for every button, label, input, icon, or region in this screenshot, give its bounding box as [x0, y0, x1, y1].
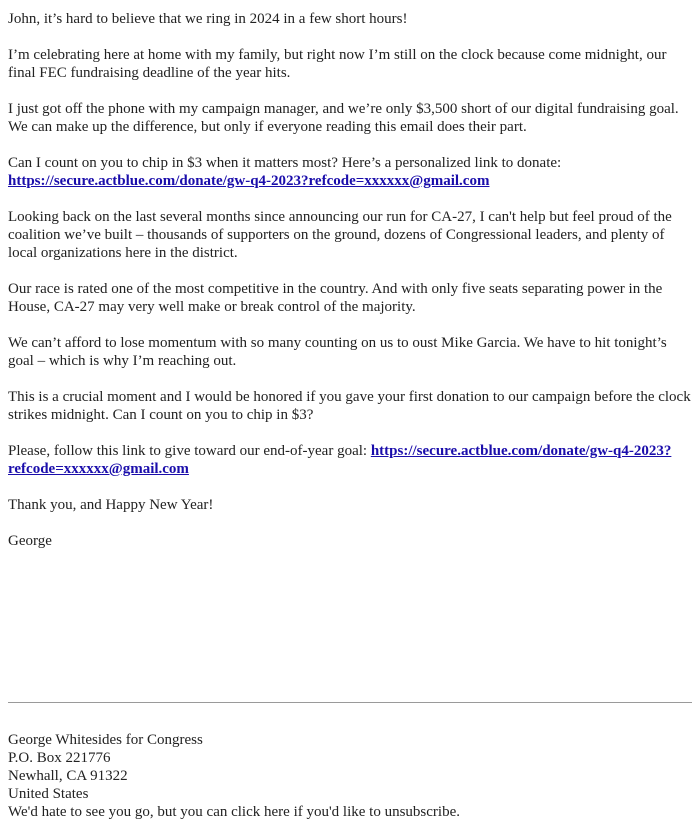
footer — [8, 731, 692, 821]
footer-divider — [8, 702, 692, 703]
footer-address-line1: P.O. Box 221776 — [8, 750, 111, 766]
greeting: John, it’s hard to believe that we ring in 2024 in a few short hours! — [8, 11, 408, 27]
end-of-year-text: Please, follow this link to give toward our end-of-year goal: — [8, 443, 368, 459]
spacer — [8, 568, 692, 702]
signature: George — [8, 533, 52, 549]
paragraph-donate-ask — [8, 154, 692, 190]
paragraph-goal: I just got off the phone with my campaign manager, and we’re only $3,500 short of our digital fundraising goal. We can make up the difference, but only if everyone reading this email does their part. — [8, 101, 679, 135]
footer-org: George Whitesides for Congress — [8, 732, 203, 748]
end-of-year-donate-link[interactable]: https://secure.actblue.com/donate/gw-q4-2023?refcode=xxxxxx@gmail.com — [8, 443, 672, 477]
paragraph-race: Our race is rated one of the most competitive in the country. And with only five seats separating power in the House, CA-27 may very well make or break control of the majority. — [8, 281, 663, 315]
footer-country: United States — [8, 786, 89, 802]
paragraph-crucial-moment: This is a crucial moment and I would be honored if you gave your first donation to our campaign before the clock strikes midnight. Can I count on you to chip in $3? — [8, 389, 691, 423]
paragraph-end-of-year-goal — [8, 442, 692, 478]
footer-address-line2: Newhall, CA 91322 — [8, 768, 128, 784]
unsubscribe-text[interactable]: We'd hate to see you go, but you can click here if you'd like to unsubscribe. — [8, 804, 460, 820]
donate-link[interactable]: https://secure.actblue.com/donate/gw-q4-2023?refcode=xxxxxx@gmail.com — [8, 173, 490, 189]
donate-ask-text: Can I count on you to chip in $3 when it matters most? Here’s a personalized link to donate: — [8, 155, 562, 171]
closing: Thank you, and Happy New Year! — [8, 497, 214, 513]
paragraph-coalition: Looking back on the last several months since announcing our run for CA-27, I can't help but feel proud of the coalition we’ve built – thousands of supporters on the ground, dozens of Congressional leaders, and plenty of local organizations here in the district. — [8, 209, 672, 261]
paragraph-momentum: We can’t afford to lose momentum with so many counting on us to oust Mike Garcia. We have to hit tonight’s goal – which is why I’m reaching out. — [8, 335, 667, 369]
paragraph-deadline: I’m celebrating here at home with my family, but right now I’m still on the clock because come midnight, our final FEC fundraising deadline of the year hits. — [8, 47, 667, 81]
